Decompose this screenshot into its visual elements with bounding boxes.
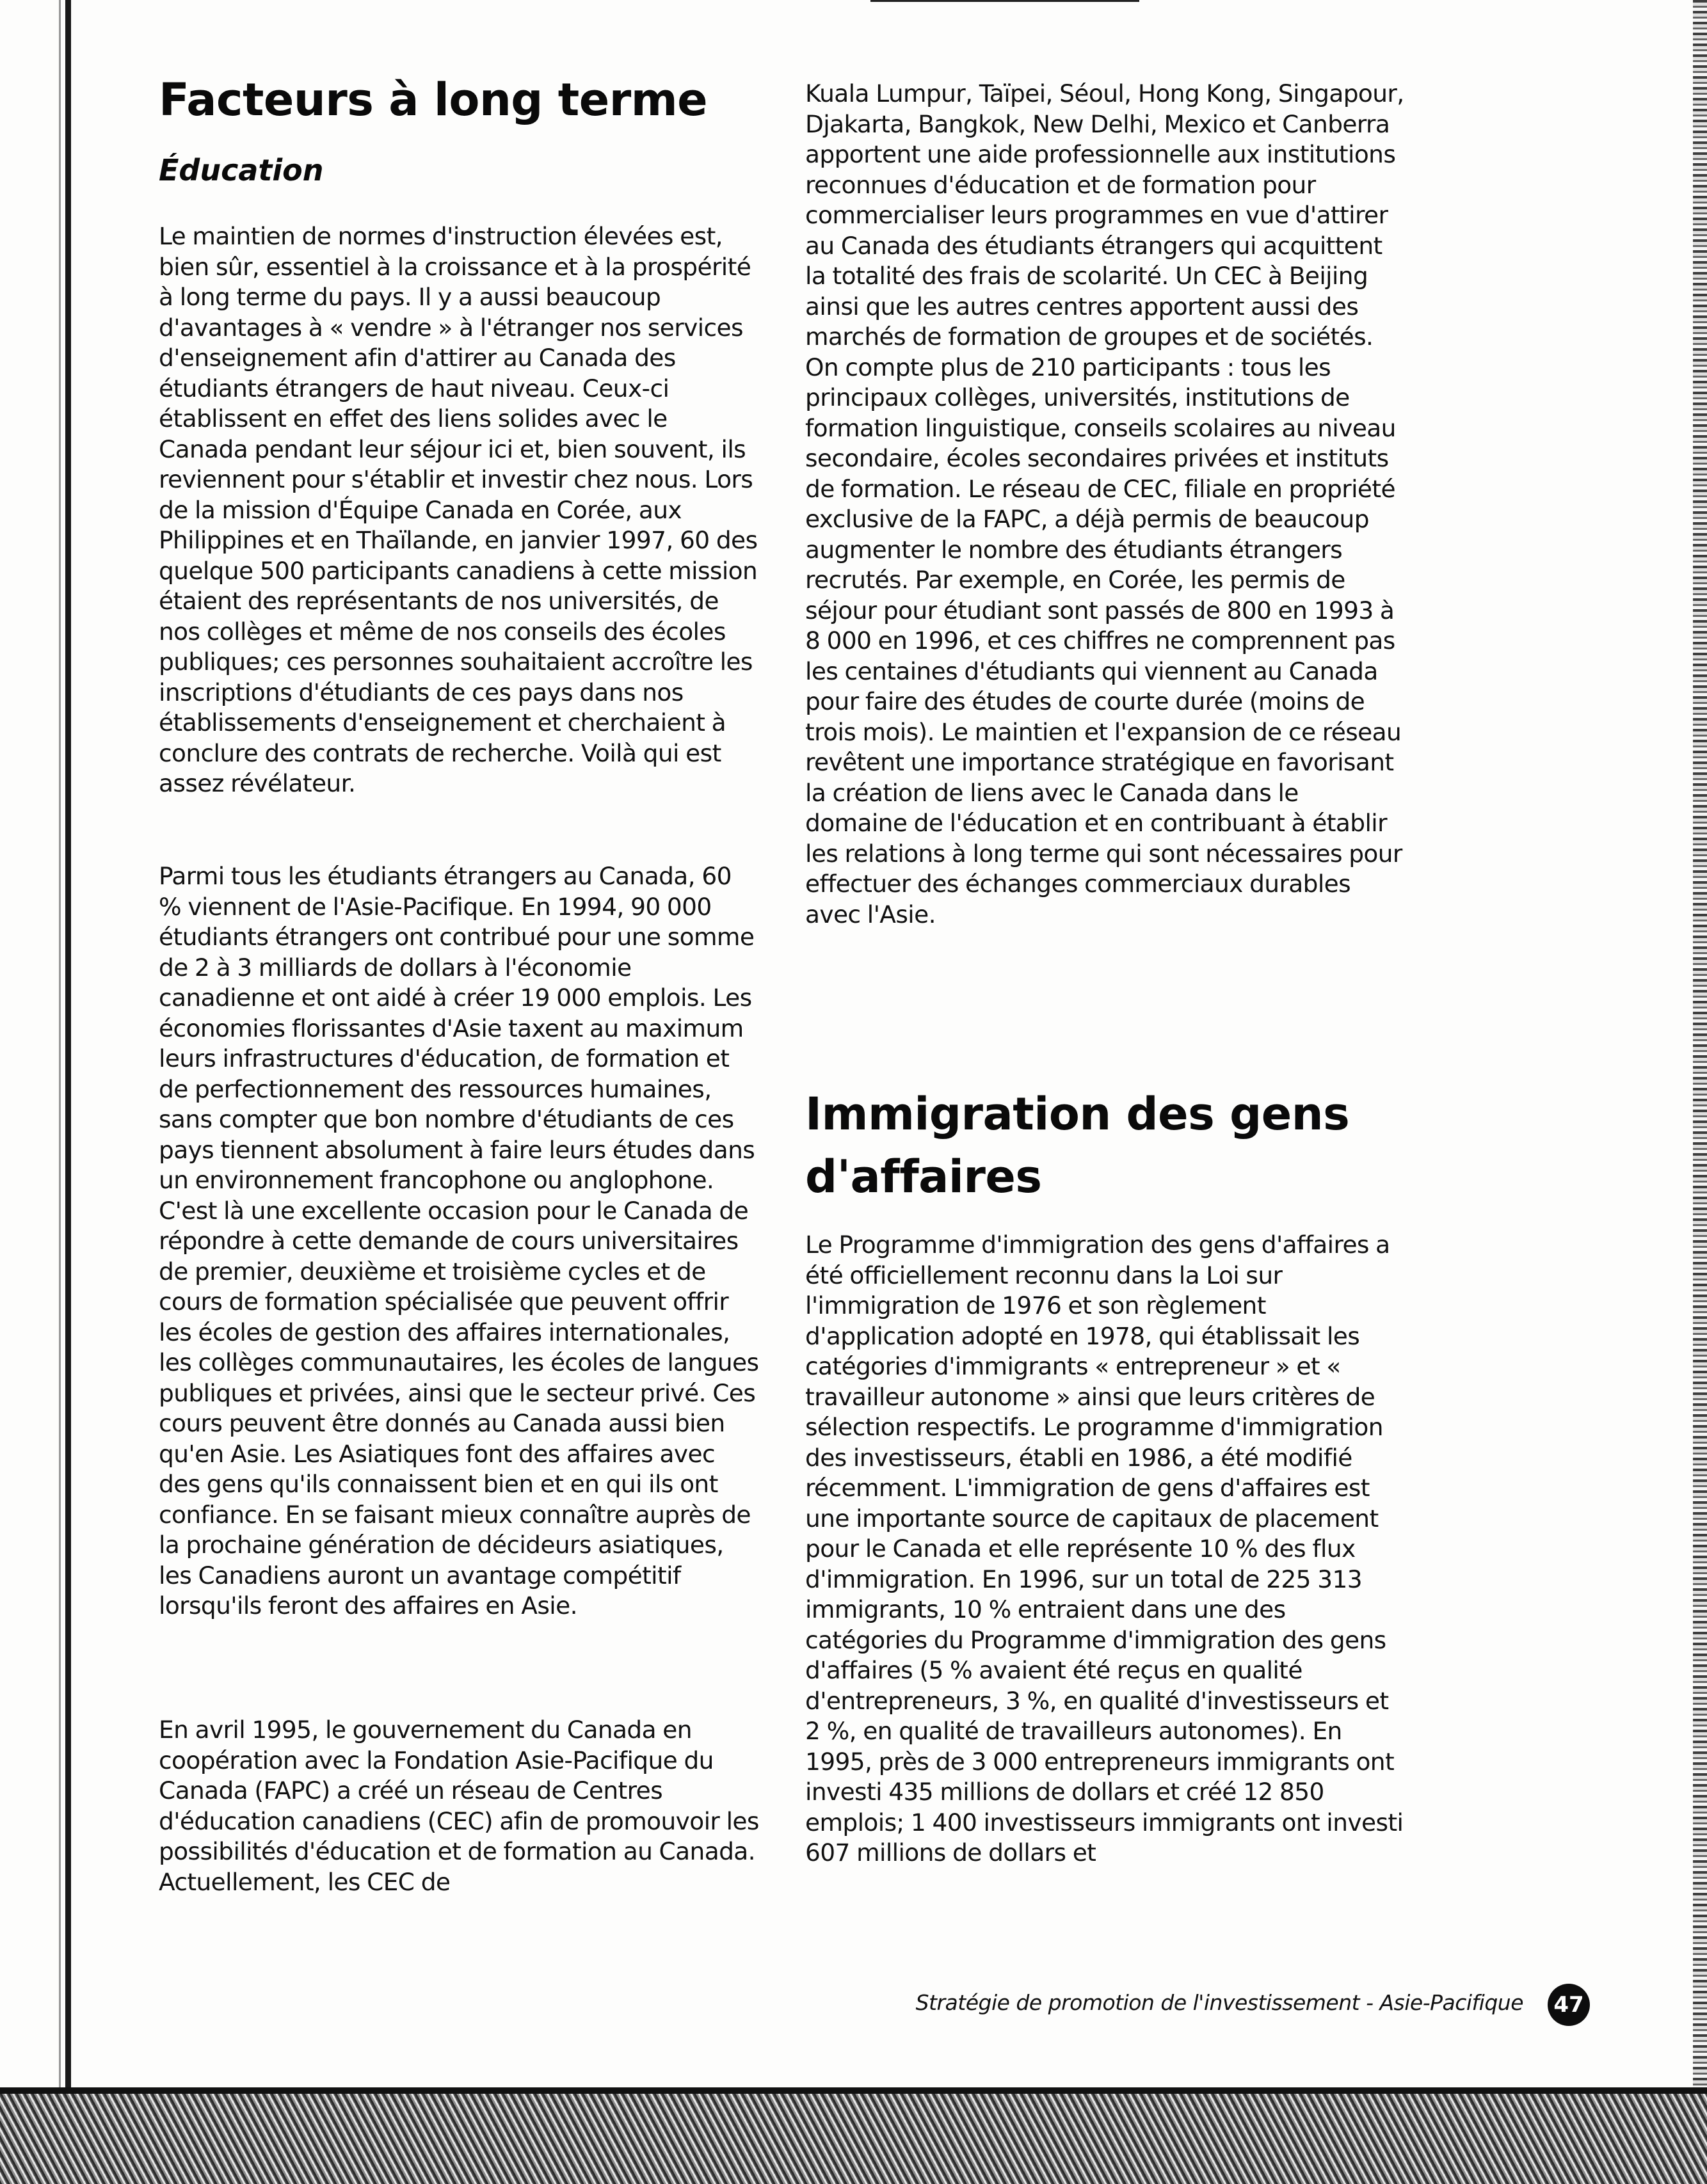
paragraph: Parmi tous les étudiants étrangers au Canada, 60 % viennent de l'Asie-Pacifique. En 1994, 90 000 étudiants étrangers ont contribué pour une somme de 2 à 3 milliards de dollars à l'économie canadienne et ont aidé à créer 19 000 emplois. Les économies florissantes d'Asie taxent au maximum leurs infrastructures d'éducation, de formation et de perfectionnement des ressources humaines, sans compter que bon nombre d'étudiants de ces pays tiennent absolument à faire leurs études dans un environnement francophone ou anglophone. C'est là une excellente occasion pour le Canada de répondre à cette demande de cours universitaires de premier, deuxième et troisième cycles et de cours de formation spécialisée que peuvent offrir les écoles de gestion des affaires internationales, les collèges communautaires, les écoles de langues publiques et privées, ainsi que le secteur privé. Ces cours peuvent être donnés au Canada aussi bien qu'en Asie. Les Asiatiques font des affaires avec des gens qu'ils connaissent bien et en qui ils ont confiance. En se faisant mieux connaître auprès de la prochaine génération de décideurs asiatiques, les Canadiens auront un avantage compétitif lorsqu'ils feront des affaires en Asie. [159, 862, 759, 1620]
paragraph: En avril 1995, le gouvernement du Canada en coopération avec la Fondation Asie-Pacifique du Canada (FAPC) a créé un réseau de Centres d'éducation canadiens (CEC) afin de promouvoir les possibilités d'éducation et de formation au Canada. Actuellement, les CEC de [159, 1716, 759, 1896]
footer-caption: Stratégie de promotion de l'investissement - Asie-Pacifique [915, 1990, 1523, 2015]
paragraph: Le Programme d'immigration des gens d'affaires a été officiellement reconnu dans la Loi sur l'immigration de 1976 et son règlement d'application adopté en 1978, qui établissait les catégories d'immigrants « entrepreneur » et « travailleur autonome » ainsi que leurs critères de sélection respectifs. Le programme d'immigration des investisseurs, établi en 1986, a été modifié récemment. L'immigration de gens d'affaires est une importante source de capitaux de placement pour le Canada et elle représente 10 % des flux d'immigration. En 1996, sur un total de 225 313 immigrants, 10 % entraient dans une des catégories du Programme d'immigration des gens d'affaires (5 % avaient été reçus en qualité d'entrepreneurs, 3 %, en qualité d'investisseurs et 2 %, en qualité de travailleurs autonomes). En 1995, près de 3 000 entrepreneurs immigrants ont investi 435 millions de dollars et créé 12 850 emplois; 1 400 investisseurs immigrants ont investi 607 millions de dollars et [805, 1231, 1404, 1867]
section-title-business-immigration-line1: Immigration des gens [805, 1088, 1350, 1140]
scan-binding-shadow [59, 0, 61, 2105]
scan-right-edge [1693, 0, 1707, 2184]
scan-binding-edge [65, 0, 71, 2105]
scan-bottom-edge [0, 2087, 1707, 2094]
subsection-title-education: Éducation [159, 153, 324, 187]
section-title-business-immigration-line2: d'affaires [805, 1151, 1042, 1203]
top-rule [870, 0, 1139, 2]
scan-bottom-strip [0, 2087, 1707, 2184]
page-number-badge: 47 [1548, 1984, 1590, 2026]
paragraph-continued: Kuala Lumpur, Taïpei, Séoul, Hong Kong, Singapour, Djakarta, Bangkok, New Delhi, Mexico et Canberra apportent une aide professionnelle aux institutions reconnues d'éducation et de formation pour commercialiser leurs programmes en vue d'attirer au Canada des étudiants étrangers qui acquittent la totalité des frais de scolarité. Un CEC à Beijing ainsi que les autres centres apportent aussi des marchés de formation de groupes et de sociétés. On compte plus de 210 participants : tous les principaux collèges, universités, institutions de formation linguistique, conseils scolaires au niveau secondaire, écoles secondaires privées et instituts de formation. Le réseau de CEC, filiale en propriété exclusive de la FAPC, a déjà permis de beaucoup augmenter le nombre des étudiants étrangers recrutés. Par exemple, en Corée, les permis de séjour pour étudiant sont passés de 800 en 1993 à 8 000 en 1996, et ces chiffres ne comprennent pas les centaines d'étudiants qui viennent au Canada pour faire des études de courte durée (moins de trois mois). Le maintien et l'expansion de ce réseau revêtent une importance stratégique en favorisant la création de liens avec le Canada dans le domaine de l'éducation et en contribuant à établir les relations à long terme qui sont nécessaires pour effectuer des échanges commerciaux durables avec l'Asie. [805, 79, 1404, 929]
paragraph: Le maintien de normes d'instruction élevées est, bien sûr, essentiel à la croissance et à la prospérité à long terme du pays. Il y a aussi beaucoup d'avantages à « vendre » à l'étranger nos services d'enseignement afin d'attirer au Canada des étudiants étrangers de haut niveau. Ceux-ci établissent en effet des liens solides avec le Canada pendant leur séjour ici et, bien souvent, ils reviennent pour s'établir et investir chez nous. Lors de la mission d'Équipe Canada en Corée, aux Philippines et en Thaïlande, en janvier 1997, 60 des quelque 500 participants canadiens à cette mission étaient des représentants de nos universités, de nos collèges et même de nos conseils des écoles publiques; ces personnes souhaitaient accroître les inscriptions d'étudiants de ces pays dans nos établissements d'enseignement et cherchaient à conclure des contrats de recherche. Voilà qui est assez révélateur. [159, 222, 758, 797]
section-title-long-term-factors: Facteurs à long terme [159, 74, 708, 126]
